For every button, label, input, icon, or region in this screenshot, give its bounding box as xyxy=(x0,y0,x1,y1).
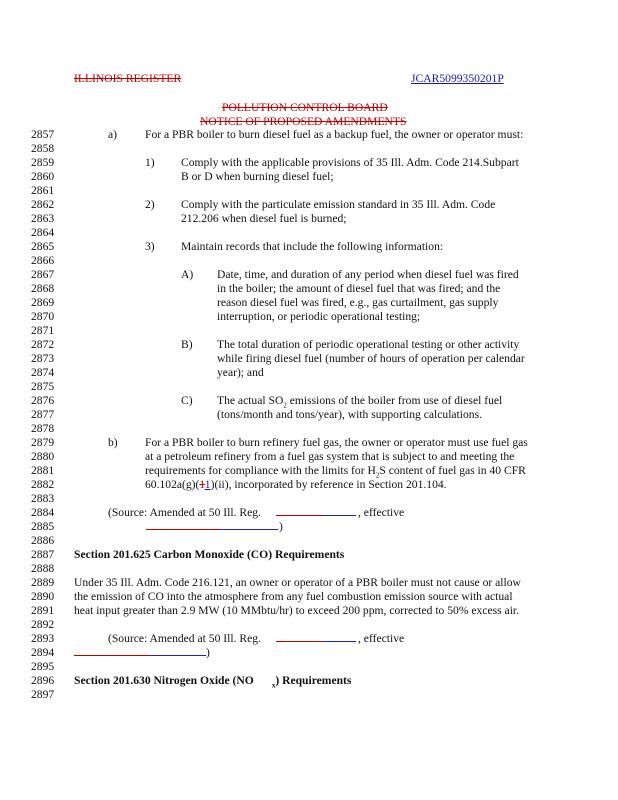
line-number: 2891 xyxy=(31,604,55,617)
subsection-b-line: at a petroleum refinery from a fuel gas system that is subject to and meeting the xyxy=(145,450,515,463)
line-number: 2877 xyxy=(31,408,55,421)
line-number: 2876 xyxy=(31,394,55,407)
item-A-line: in the boiler; the amount of diesel fuel that was fired; and the xyxy=(217,282,501,295)
line-number: 2874 xyxy=(31,366,55,379)
item-3-text: Maintain records that include the following information: xyxy=(181,240,444,253)
line-number: 2870 xyxy=(31,310,55,323)
line-number: 2866 xyxy=(31,254,55,267)
line-number: 2863 xyxy=(31,212,55,225)
item-A-line: Date, time, and duration of any period when diesel fuel was fired xyxy=(217,268,519,281)
item-C-line: The actual $SO_2$ emissions of the boiler from use of diesel fuel xyxy=(217,394,503,410)
item-C-label: C) xyxy=(181,394,193,407)
inserted-text: 1 xyxy=(204,478,211,491)
line-number: 2875 xyxy=(31,380,55,393)
subsection-a-label: a) xyxy=(108,128,118,141)
deleted-blank xyxy=(276,641,322,642)
subsection-b-line: For a PBR boiler to burn refinery fuel gas, the owner or operator must use fuel gas xyxy=(145,436,528,449)
notice-title: NOTICE OF PROPOSED AMENDMENTS xyxy=(200,115,407,128)
line-number: 2861 xyxy=(31,184,55,197)
line-number: 2885 xyxy=(31,520,55,533)
item-2-label: 2) xyxy=(145,198,155,211)
line-number: 2880 xyxy=(31,450,55,463)
item-B-line: while firing diesel fuel (number of hours of operation per calendar xyxy=(217,352,525,365)
inserted-blank xyxy=(222,529,278,530)
line-number: 2882 xyxy=(31,478,55,491)
subsection-b-line: 60.102a(g)(11)(ii), incorporated by reference in Section 201.104. xyxy=(145,478,447,491)
line-number: 2860 xyxy=(31,170,55,183)
item-B-line: year); and xyxy=(217,366,264,379)
item-2-line: Comply with the particulate emission standard in 35 Ill. Adm. Code xyxy=(181,198,496,211)
source-note: (Source: Amended at 50 Ill. Reg. xyxy=(108,506,261,519)
line-number: 2895 xyxy=(31,660,55,673)
line-number: 2869 xyxy=(31,296,55,309)
line-number: 2887 xyxy=(31,548,55,561)
line-number: 2881 xyxy=(31,464,55,477)
deleted-blank xyxy=(276,515,322,516)
line-number: 2883 xyxy=(31,492,55,505)
line-number: 2867 xyxy=(31,268,55,281)
item-A-label: A) xyxy=(181,268,194,281)
subsection-b-label: b) xyxy=(108,436,118,449)
source-close: ) xyxy=(206,646,210,659)
item-3-label: 3) xyxy=(145,240,155,253)
deleted-text: 1 xyxy=(199,478,205,491)
line-number: 2894 xyxy=(31,646,55,659)
line-number: 2862 xyxy=(31,198,55,211)
line-number: 2892 xyxy=(31,618,55,631)
inserted-blank xyxy=(150,655,206,656)
inserted-blank xyxy=(322,641,356,642)
line-number: 2878 xyxy=(31,422,55,435)
item-1-line: B or D when burning diesel fuel; xyxy=(181,170,334,183)
section-heading: Section 201.630 Nitrogen Oxide (NO $_x$) Requirements xyxy=(74,674,352,690)
item-A-line: interruption, or periodic operational testing; xyxy=(217,310,421,323)
deleted-blank xyxy=(146,529,222,530)
line-number: 2888 xyxy=(31,562,55,575)
register-title: ILLINOIS REGISTER xyxy=(74,72,182,85)
item-B-label: B) xyxy=(181,338,193,351)
item-C-line: (tons/month and tons/year), with supporting calculations. xyxy=(217,408,483,421)
item-A-line: reason diesel fuel was fired, e.g., gas curtailment, gas supply xyxy=(217,296,499,309)
line-number: 2873 xyxy=(31,352,55,365)
board-name: POLLUTION CONTROL BOARD xyxy=(222,101,388,114)
section-heading: Section 201.625 Carbon Monoxide (CO) Requirements xyxy=(74,548,345,561)
line-number: 2868 xyxy=(31,282,55,295)
item-B-line: The total duration of periodic operational testing or other activity xyxy=(217,338,520,351)
subsection-b-line: requirements for compliance with the limits for $H_2S$ content of fuel gas in 40 CFR xyxy=(145,464,526,480)
line-number: 2896 xyxy=(31,674,55,687)
line-number: 2893 xyxy=(31,632,55,645)
document-code: JCAR5099350201P xyxy=(411,72,504,85)
line-number: 2857 xyxy=(31,128,55,141)
source-close: ) xyxy=(279,520,283,533)
item-1-line: Comply with the applicable provisions of 35 Ill. Adm. Code 214.Subpart xyxy=(181,156,519,169)
item-1-label: 1) xyxy=(145,156,155,169)
source-note: (Source: Amended at 50 Ill. Reg. xyxy=(108,632,261,645)
line-number: 2872 xyxy=(31,338,55,351)
paragraph-line: the emission of CO into the atmosphere from any fuel combustion emission source with actual xyxy=(74,590,513,603)
line-number: 2865 xyxy=(31,240,55,253)
line-number: 2890 xyxy=(31,590,55,603)
line-number: 2879 xyxy=(31,436,55,449)
line-number: 2858 xyxy=(31,142,55,155)
paragraph-line: Under 35 Ill. Adm. Code 216.121, an owner or operator of a PBR boiler must not cause or allow xyxy=(74,576,521,589)
line-number: 2889 xyxy=(31,576,55,589)
deleted-blank xyxy=(74,655,150,656)
line-number: 2884 xyxy=(31,506,55,519)
inserted-blank xyxy=(322,515,356,516)
line-number: 2886 xyxy=(31,534,55,547)
line-number: 2859 xyxy=(31,156,55,169)
subsection-a-text: For a PBR boiler to burn diesel fuel as a backup fuel, the owner or operator must: xyxy=(145,128,524,141)
item-2-line: 212.206 when diesel fuel is burned; xyxy=(181,212,347,225)
line-number: 2871 xyxy=(31,324,55,337)
paragraph-line: heat input greater than 2.9 MW (10 MMbtu/hr) to exceed 200 ppm, corrected to 50% excess air. xyxy=(74,604,520,617)
source-effective: , effective xyxy=(358,632,405,645)
line-number: 2897 xyxy=(31,688,55,701)
line-number: 2864 xyxy=(31,226,55,239)
source-effective: , effective xyxy=(358,506,405,519)
